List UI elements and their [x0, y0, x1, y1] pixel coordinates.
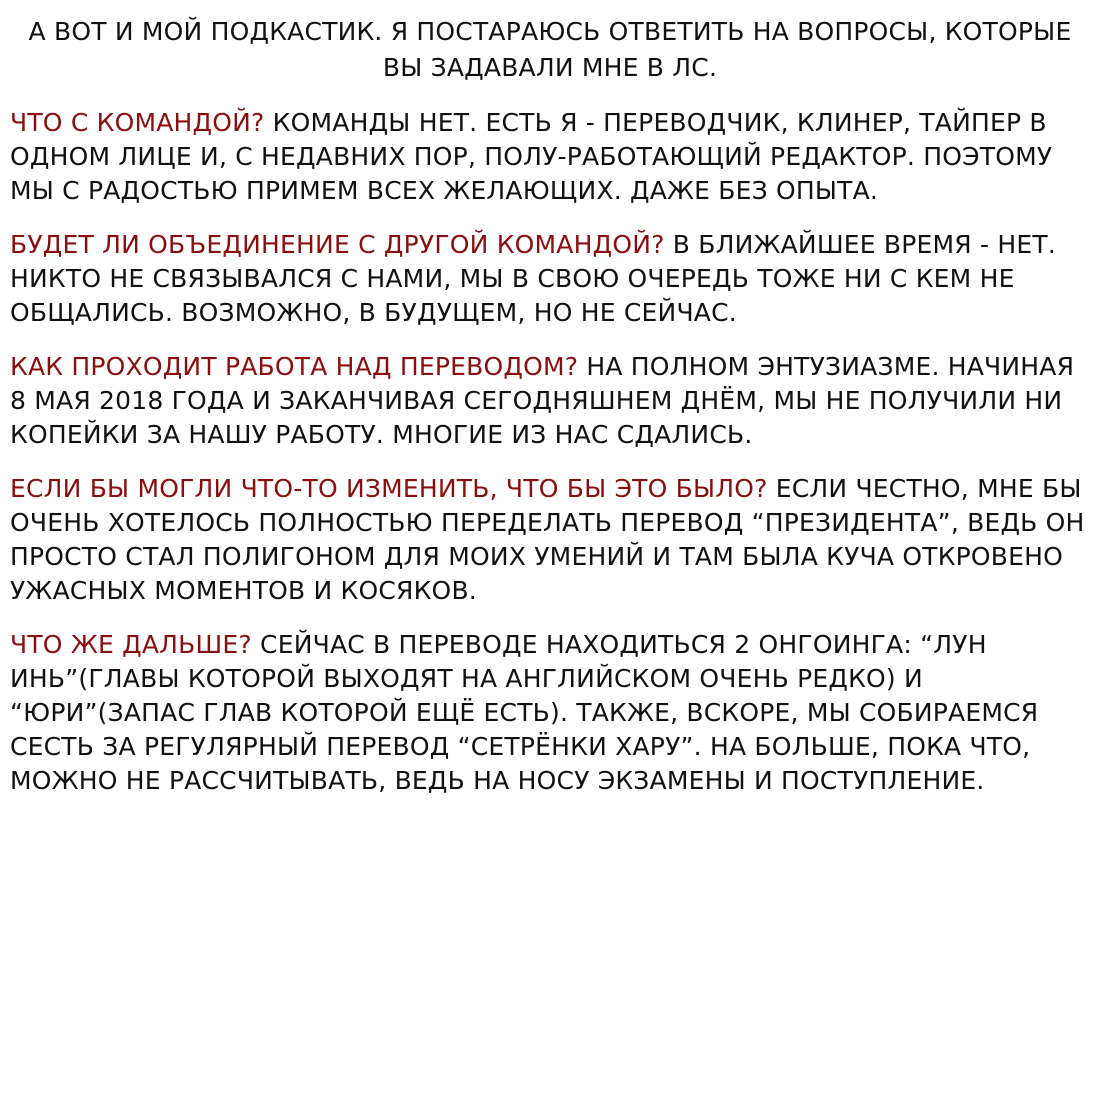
- answer-text: КОМАНДЫ НЕТ. ЕСТЬ Я - ПЕРЕВОДЧИК, КЛИНЕР, ТАЙПЕР В ОДНОМ ЛИЦЕ И, С НЕДАВНИХ ПОР, ПОЛУ-РАБОТАЮЩИЙ РЕДАКТОР. ПОЭТОМУ МЫ С РАДОСТЬЮ ПРИМЕМ ВСЕХ ЖЕЛАЮЩИХ. ДАЖЕ БЕЗ ОПЫТА.: [10, 108, 1053, 205]
- question-text: ЧТО ЖЕ ДАЛЬШЕ?: [10, 630, 252, 659]
- qa-item-work: [10, 350, 1090, 452]
- answer-text: ЕСЛИ ЧЕСТНО, МНЕ БЫ ОЧЕНЬ ХОТЕЛОСЬ ПОЛНОСТЬЮ ПЕРЕДЕЛАТЬ ПЕРЕВОД “ПРЕЗИДЕНТА”, ВЕДЬ ОН ПРОСТО СТАЛ ПОЛИГОНОМ ДЛЯ МОИХ УМЕНИЙ И ТАМ БЫЛА КУЧА ОТКРОВЕНО УЖАСНЫХ МОМЕНТОВ И КОСЯКОВ.: [10, 474, 1085, 605]
- question-text: КАК ПРОХОДИТ РАБОТА НАД ПЕРЕВОДОМ?: [10, 352, 579, 381]
- question-text: ЧТО С КОМАНДОЙ?: [10, 108, 265, 137]
- qa-item-team: [10, 106, 1090, 208]
- intro-text: А ВОТ И МОЙ ПОДКАСТИК. Я ПОСТАРАЮСЬ ОТВЕТИТЬ НА ВОПРОСЫ, КОТОРЫЕ ВЫ ЗАДАВАЛИ МНЕ В ЛС.: [28, 17, 1072, 82]
- question-text: БУДЕТ ЛИ ОБЪЕДИНЕНИЕ С ДРУГОЙ КОМАНДОЙ?: [10, 230, 665, 259]
- answer-text: НА ПОЛНОМ ЭНТУЗИАЗМЕ. НАЧИНАЯ 8 МАЯ 2018 ГОДА И ЗАКАНЧИВАЯ СЕГОДНЯШНЕМ ДНЁМ, МЫ НЕ ПОЛУЧИЛИ НИ КОПЕЙКИ ЗА НАШУ РАБОТУ. МНОГИЕ ИЗ НАС СДАЛИСЬ.: [10, 352, 1075, 449]
- qa-item-change: [10, 472, 1090, 608]
- qa-item-merge: [10, 228, 1090, 330]
- answer-text: СЕЙЧАС В ПЕРЕВОДЕ НАХОДИТЬСЯ 2 ОНГОИНГА: “ЛУН ИНЬ”(ГЛАВЫ КОТОРОЙ ВЫХОДЯТ НА АНГЛИЙСКОМ ОЧЕНЬ РЕДКО) И “ЮРИ”(ЗАПАС ГЛАВ КОТОРОЙ ЕЩЁ ЕСТЬ). ТАКЖЕ, ВСКОРЕ, МЫ СОБИРАЕМСЯ СЕСТЬ ЗА РЕГУЛЯРНЫЙ ПЕРЕВОД “СЕТРЁНКИ ХАРУ”. НА БОЛЬШЕ, ПОКА ЧТО, МОЖНО НЕ РАССЧИТЫВАТЬ, ВЕДЬ НА НОСУ ЭКЗАМЕНЫ И ПОСТУПЛЕНИЕ.: [10, 630, 1039, 795]
- question-text: ЕСЛИ БЫ МОГЛИ ЧТО-ТО ИЗМЕНИТЬ, ЧТО БЫ ЭТО БЫЛО?: [10, 474, 768, 503]
- answer-text: В БЛИЖАЙШЕЕ ВРЕМЯ - НЕТ. НИКТО НЕ СВЯЗЫВАЛСЯ С НАМИ, МЫ В СВОЮ ОЧЕРЕДЬ ТОЖЕ НИ С КЕМ НЕ ОБЩАЛИСЬ. ВОЗМОЖНО, В БУДУЩЕМ, НО НЕ СЕЙЧАС.: [10, 230, 1056, 327]
- qa-item-next: [10, 628, 1090, 798]
